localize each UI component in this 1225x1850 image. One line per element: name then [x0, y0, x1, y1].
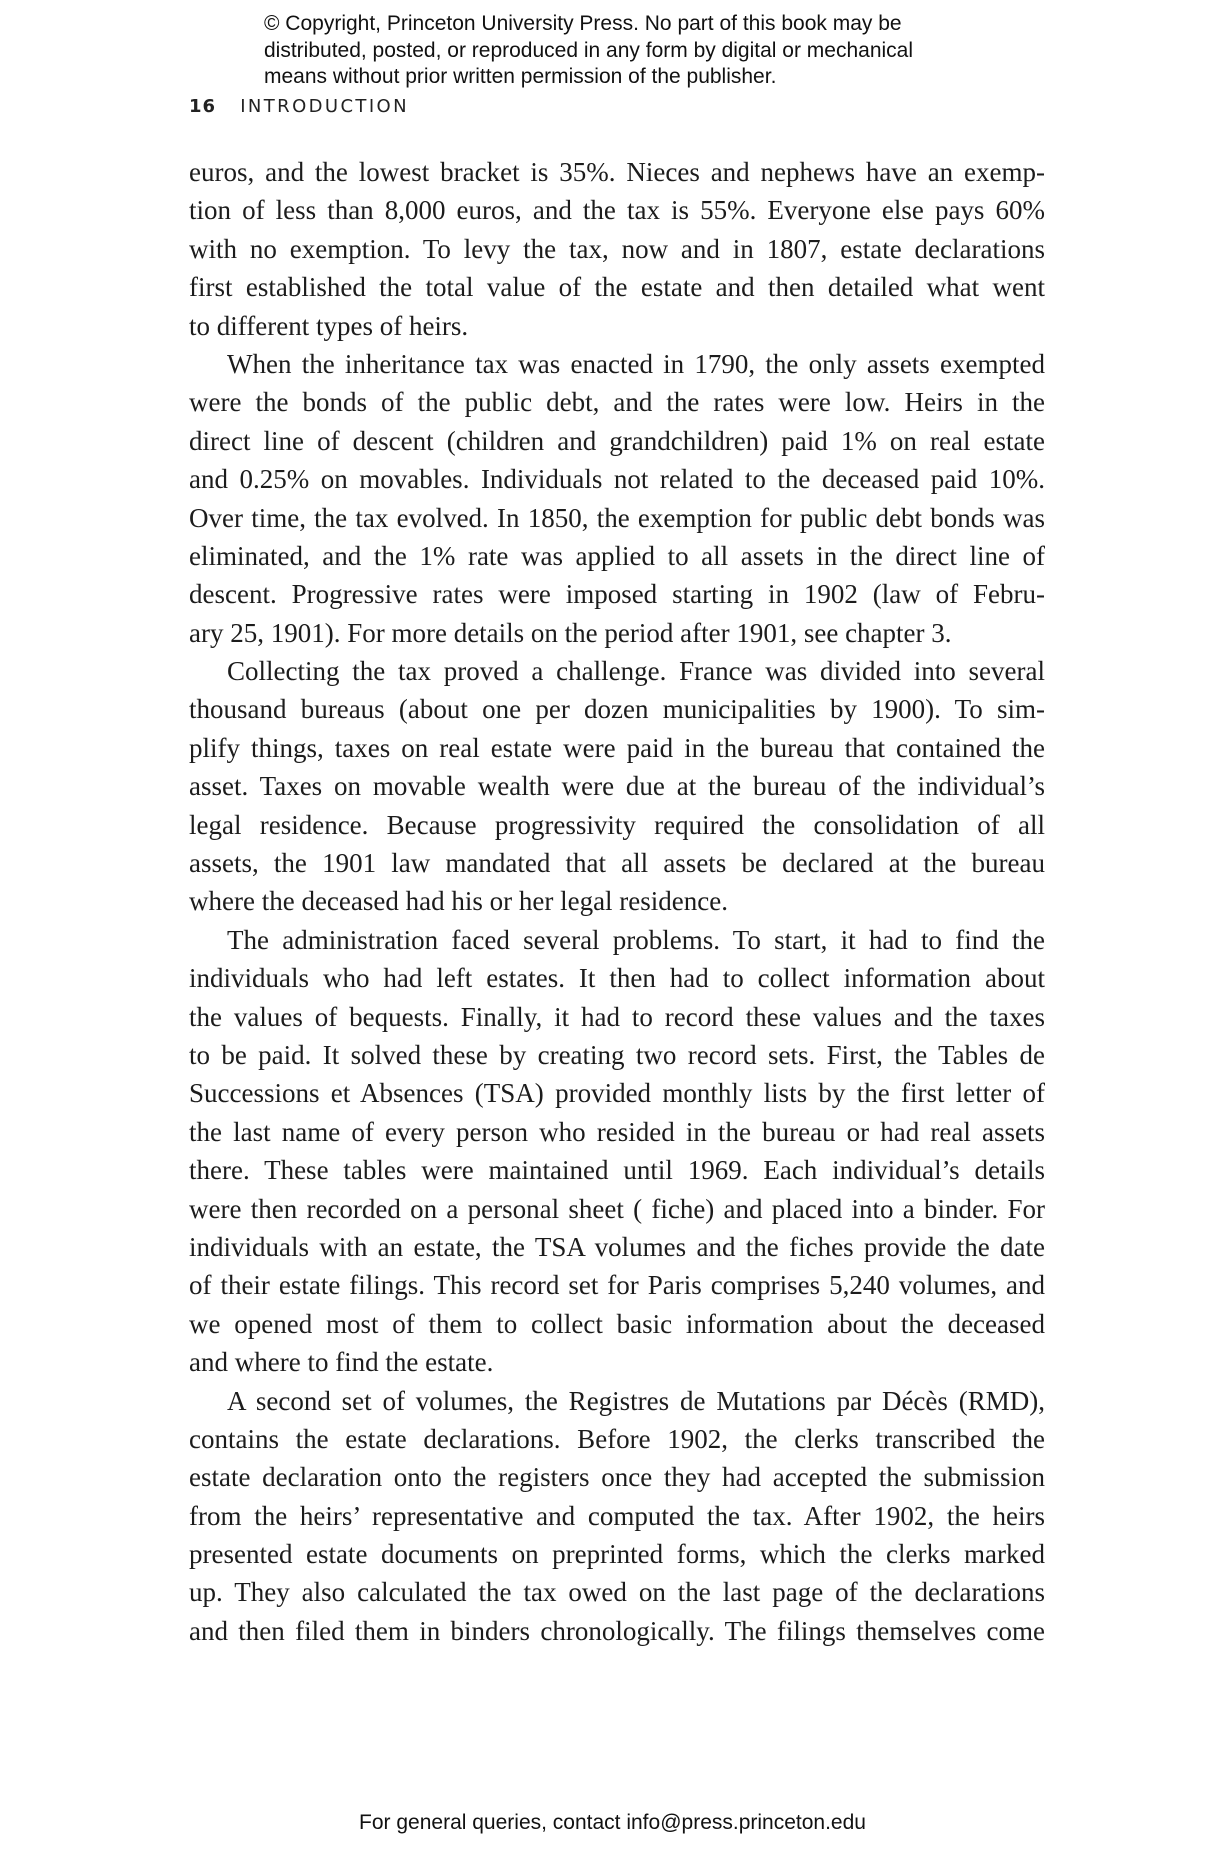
footer-contact: For general queries, contact info@press.princeton.edu [359, 1811, 866, 1834]
text-line: where the deceased had his or her legal residence. [189, 886, 728, 917]
text-line: descent. Progressive rates were imposed starting in 1902 (law of Febru- [189, 579, 1045, 610]
text-line: the last name of every person who resided in the bureau or had real assets [189, 1116, 1045, 1147]
text-line: and then filed them in binders chronologically. The filings themselves come [189, 1615, 1045, 1646]
text-line: Collecting the tax proved a challenge. France was divided into several [227, 656, 1045, 687]
text-line: eliminated, and the 1% rate was applied to all assets in the direct line of [189, 540, 1045, 571]
text-line: individuals who had left estates. It then had to collect information about [189, 963, 1045, 994]
text-line: to different types of heirs. [189, 310, 469, 341]
text-line: individuals with an estate, the TSA volumes and the fiches provide the date [189, 1231, 1045, 1262]
text-line: direct line of descent (children and grandchildren) paid 1% on real estate [189, 425, 1045, 456]
text-line: euros, and the lowest bracket is 35%. Nieces and nephews have an exemp- [189, 157, 1045, 187]
text-line: Successions et Absences (TSA) provided monthly lists by the first letter of [189, 1078, 1045, 1109]
text-line: we opened most of them to collect basic information about the deceased [189, 1308, 1045, 1339]
text-line: and where to find the estate. [189, 1347, 494, 1378]
running-head [189, 96, 409, 117]
text-line: assets, the 1901 law mandated that all assets be declared at the bureau [189, 848, 1045, 879]
text-line: the values of bequests. Finally, it had to record these values and the taxes [189, 1001, 1045, 1032]
body-text [189, 153, 1045, 1650]
text-line: asset. Taxes on movable wealth were due at the bureau of the individual’s [189, 771, 1045, 802]
text-line: thousand bureaus (about one per dozen municipalities by 1900). To sim- [189, 694, 1045, 725]
copyright-line: © Copyright, Princeton University Press. No part of this book may be [264, 12, 902, 35]
text-line: The administration faced several problems. To start, it had to find the [227, 924, 1045, 955]
copyright-line: means without prior written permission of the publisher. [264, 65, 777, 88]
text-line: and 0.25% on movables. Individuals not related to the deceased paid 10%. [189, 464, 1045, 495]
text-line: presented estate documents on preprinted forms, which the clerks marked [189, 1539, 1045, 1570]
text-line: first established the total value of the estate and then detailed what went [189, 272, 1045, 303]
text-line: contains the estate declarations. Before 1902, the clerks transcribed the [189, 1423, 1045, 1454]
section-title: INTRODUCTION [240, 96, 409, 117]
text-line: with no exemption. To levy the tax, now and in 1807, estate declarations [189, 233, 1045, 264]
text-line: A second set of volumes, the Registres de Mutations par Décès (RMD), [227, 1385, 1045, 1416]
text-line: Over time, the tax evolved. In 1850, the exemption for public debt bonds was [189, 502, 1045, 533]
text-line: up. They also calculated the tax owed on the last page of the declarations [189, 1577, 1045, 1608]
copyright-line: distributed, posted, or reproduced in any form by digital or mechanical [264, 38, 914, 62]
text-line: tion of less than 8,000 euros, and the tax is 55%. Everyone else pays 60% [189, 195, 1045, 226]
text-line: ary 25, 1901). For more details on the period after 1901, see chapter 3. [189, 617, 952, 648]
text-line: of their estate filings. This record set for Paris comprises 5,240 volumes, and [189, 1270, 1045, 1301]
text-line: to be paid. It solved these by creating two record sets. First, the Tables de [189, 1039, 1045, 1070]
text-line: plify things, taxes on real estate were paid in the bureau that contained the [189, 732, 1045, 763]
text-line: estate declaration onto the registers once they had accepted the submission [189, 1462, 1045, 1493]
text-line: were the bonds of the public debt, and the rates were low. Heirs in the [189, 387, 1045, 418]
page-number: 16 [189, 96, 217, 117]
text-line: legal residence. Because progressivity required the consolidation of all [189, 809, 1045, 840]
text-line: from the heirs’ representative and computed the tax. After 1902, the heirs [189, 1500, 1045, 1531]
text-line: there. These tables were maintained until 1969. Each individual’s details [189, 1155, 1045, 1186]
copyright-notice [264, 11, 1024, 91]
text-line: When the inheritance tax was enacted in 1790, the only assets exempted [227, 348, 1045, 379]
text-line: were then recorded on a personal sheet ( fiche) and placed into a binder. For [189, 1193, 1045, 1224]
